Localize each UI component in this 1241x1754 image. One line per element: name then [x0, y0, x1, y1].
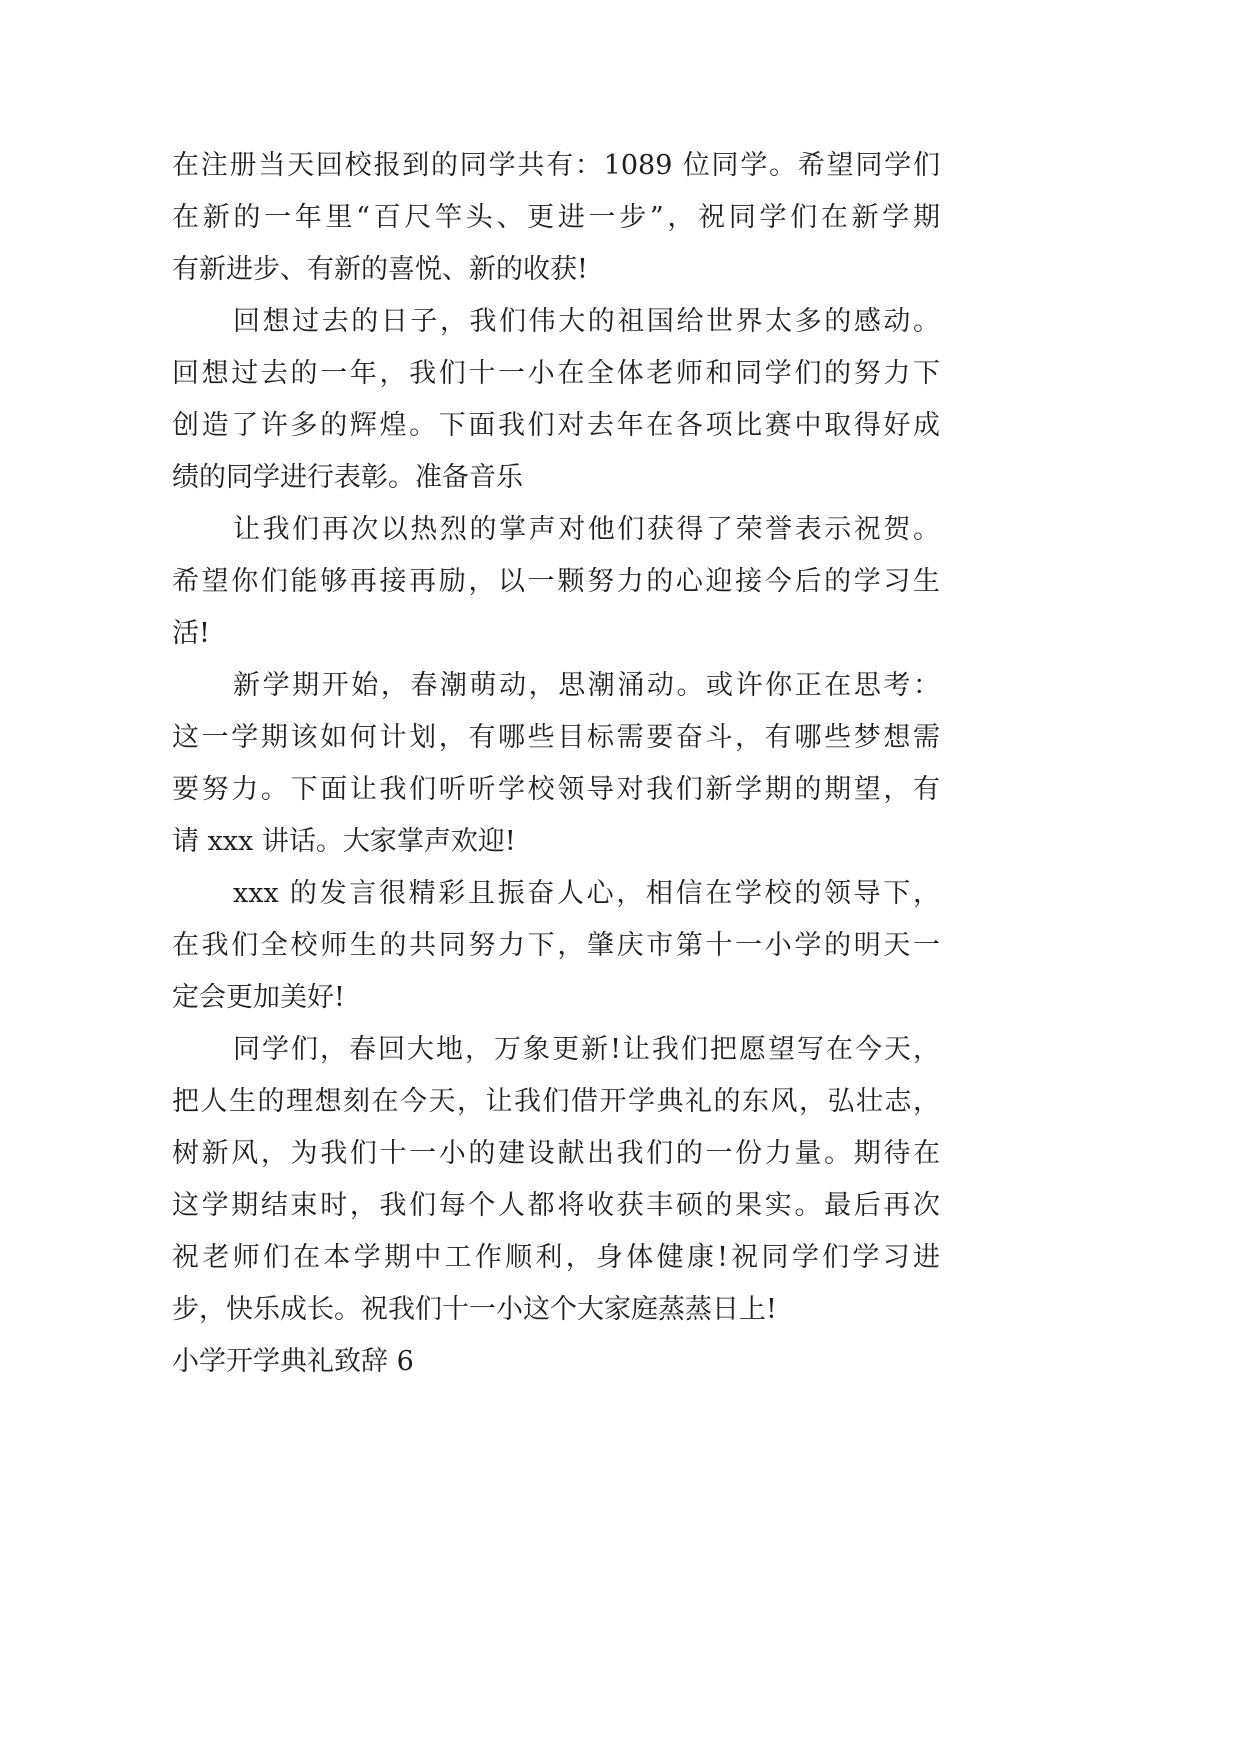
text-line: 在新的一年里“百尺竿头、更进一步”，祝同学们在新学期 — [172, 202, 940, 233]
text-line: 这学期结束时，我们每个人都将收获丰硕的果实。最后再次 — [172, 1190, 940, 1221]
text-line: 树新风，为我们十一小的建设献出我们的一份力量。期待在 — [172, 1138, 940, 1169]
text-line: 有新进步、有新的喜悦、新的收获! — [172, 254, 588, 285]
section-heading: 小学开学典礼致辞 6 — [172, 1346, 414, 1377]
text-line: 这一学期该如何计划，有哪些目标需要奋斗，有哪些梦想需 — [172, 722, 940, 753]
text-line: 同学们，春回大地，万象更新!让我们把愿望写在今天， — [233, 1034, 940, 1065]
text-line: 让我们再次以热烈的掌声对他们获得了荣誉表示祝贺。 — [233, 514, 940, 545]
text-line: 活! — [172, 618, 210, 649]
paragraph — [172, 660, 940, 868]
paragraph — [172, 1024, 940, 1336]
text-line: 创造了许多的辉煌。下面我们对去年在各项比赛中取得好成 — [172, 410, 940, 441]
text-line: 祝老师们在本学期中工作顺利，身体健康!祝同学们学习进 — [172, 1242, 940, 1273]
paragraph — [172, 140, 940, 296]
text-line: 定会更加美好! — [172, 982, 345, 1013]
paragraph — [172, 504, 940, 660]
paragraph — [172, 296, 940, 504]
text-line: 回想过去的一年，我们十一小在全体老师和同学们的努力下 — [172, 358, 940, 389]
text-line: 希望你们能够再接再励，以一颗努力的心迎接今后的学习生 — [172, 566, 940, 597]
text-line: 在我们全校师生的共同努力下，肇庆市第十一小学的明天一 — [172, 930, 940, 961]
text-line: 在注册当天回校报到的同学共有：1089 位同学。希望同学们 — [172, 150, 940, 181]
paragraph — [172, 868, 940, 1024]
text-line: 绩的同学进行表彰。准备音乐 — [172, 462, 523, 493]
text-line: 新学期开始，春潮萌动，思潮涌动。或许你正在思考： — [233, 670, 940, 701]
text-line: 请 xxx 讲话。大家掌声欢迎! — [172, 826, 516, 857]
text-line: xxx 的发言很精彩且振奋人心，相信在学校的领导下， — [233, 878, 940, 909]
text-line: 把人生的理想刻在今天，让我们借开学典礼的东风，弘壮志， — [172, 1086, 940, 1117]
text-line: 回想过去的日子，我们伟大的祖国给世界太多的感动。 — [233, 306, 940, 337]
document-body — [172, 140, 940, 1388]
text-line: 步，快乐成长。祝我们十一小这个大家庭蒸蒸日上! — [172, 1294, 777, 1325]
text-line: 要努力。下面让我们听听学校领导对我们新学期的期望，有 — [172, 774, 940, 805]
